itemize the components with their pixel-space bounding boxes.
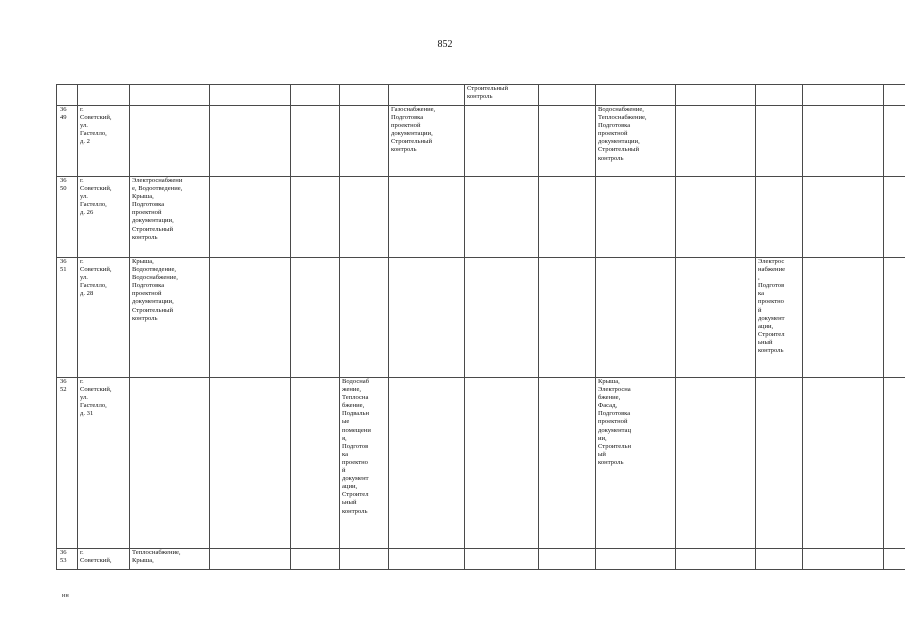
address-cell: г. Советский, ул. Гастелло, д. 2 — [78, 106, 130, 177]
footer-mark: нн — [62, 593, 70, 599]
address-cell: г. Советский, ул. Гастелло, д. 28 — [78, 258, 130, 378]
table-cell — [803, 85, 884, 106]
table-cell — [465, 378, 539, 549]
table-cell — [884, 549, 905, 570]
table-cell — [676, 177, 756, 258]
address-cell: г. Советский, ул. Гастелло, д. 26 — [78, 177, 130, 258]
table-cell — [676, 258, 756, 378]
table-cell — [676, 85, 756, 106]
table-cell — [210, 378, 291, 549]
table-row — [57, 85, 905, 106]
table-cell: Водоснаб жение, Теплосна бжение, Подвальн ые помещени я, Подготов ка проектно й документ ации, Строител ьный контроль — [340, 378, 389, 549]
table-cell — [389, 549, 465, 570]
row-number-cell: 36 49 — [57, 106, 78, 177]
table-cell — [803, 378, 884, 549]
table-cell — [539, 106, 596, 177]
works-schedule-table — [56, 84, 905, 570]
table-cell: Электрос набжение , Подготов ка проектно й документ ации, Строител ьный контроль — [756, 258, 803, 378]
table-cell — [596, 85, 676, 106]
row-number-cell — [57, 85, 78, 106]
table-cell — [389, 85, 465, 106]
table-cell: Водоснабжение, Теплоснабжение, Подготовка проектной документации, Строительный контроль — [596, 106, 676, 177]
table-cell — [756, 378, 803, 549]
table-row — [57, 106, 905, 177]
table-cell — [756, 177, 803, 258]
table-cell — [130, 378, 210, 549]
table-cell — [676, 106, 756, 177]
table-cell — [539, 85, 596, 106]
table-cell — [291, 378, 340, 549]
table-cell — [756, 106, 803, 177]
table-row — [57, 177, 905, 258]
table-cell — [803, 258, 884, 378]
table-cell — [884, 106, 905, 177]
table-cell — [884, 85, 905, 106]
table-cell — [291, 549, 340, 570]
table-cell — [210, 549, 291, 570]
table-cell — [389, 177, 465, 258]
table-cell — [291, 85, 340, 106]
row-number-cell: 36 52 — [57, 378, 78, 549]
table-cell — [291, 177, 340, 258]
table-cell — [465, 177, 539, 258]
table-body — [57, 85, 905, 570]
table-cell — [340, 549, 389, 570]
table-cell — [340, 106, 389, 177]
table-cell — [210, 85, 291, 106]
table-cell — [756, 85, 803, 106]
table-cell — [210, 177, 291, 258]
table-cell — [676, 378, 756, 549]
table-cell — [291, 258, 340, 378]
table-row — [57, 258, 905, 378]
table-cell — [340, 177, 389, 258]
table-cell — [210, 106, 291, 177]
table-cell — [803, 106, 884, 177]
table-cell — [596, 258, 676, 378]
table-cell — [884, 177, 905, 258]
table-cell — [803, 177, 884, 258]
table-cell: Электроснабжени е, Водоотведение, Крыша, Подготовка проектной документации, Строительный контроль — [130, 177, 210, 258]
table-cell — [539, 258, 596, 378]
row-number-cell: 36 53 — [57, 549, 78, 570]
table-cell — [130, 85, 210, 106]
table-cell — [465, 106, 539, 177]
row-number-cell: 36 50 — [57, 177, 78, 258]
table-row — [57, 378, 905, 549]
table-cell — [340, 85, 389, 106]
address-cell: г. Советский, ул. Гастелло, д. 31 — [78, 378, 130, 549]
address-cell: г. Советский, — [78, 549, 130, 570]
table-cell — [676, 549, 756, 570]
table-cell — [539, 177, 596, 258]
table-cell — [596, 177, 676, 258]
table-cell: Крыша, Водоотведение, Водоснабжение, Подготовка проектной документации, Строительный контроль — [130, 258, 210, 378]
table-cell — [539, 549, 596, 570]
table-cell — [340, 258, 389, 378]
row-number-cell: 36 51 — [57, 258, 78, 378]
table-cell — [389, 378, 465, 549]
table-cell: Крыша, Электросна бжение, Фасад, Подготовка проектной документац ии, Строительн ый контроль — [596, 378, 676, 549]
table-cell — [884, 378, 905, 549]
table-cell — [884, 258, 905, 378]
table-cell — [596, 549, 676, 570]
table-row — [57, 549, 905, 570]
address-cell — [78, 85, 130, 106]
table-cell — [539, 378, 596, 549]
table-cell — [465, 258, 539, 378]
table-cell — [803, 549, 884, 570]
table-cell: Строительный контроль — [465, 85, 539, 106]
table-cell: Теплоснабжение, Крыша, — [130, 549, 210, 570]
page-number: 852 — [437, 39, 453, 50]
table-cell — [210, 258, 291, 378]
table-cell — [291, 106, 340, 177]
table-cell — [756, 549, 803, 570]
table-cell — [465, 549, 539, 570]
table-cell — [389, 258, 465, 378]
table-cell: Газоснабжение, Подготовка проектной документации, Строительный контроль — [389, 106, 465, 177]
table-cell — [130, 106, 210, 177]
